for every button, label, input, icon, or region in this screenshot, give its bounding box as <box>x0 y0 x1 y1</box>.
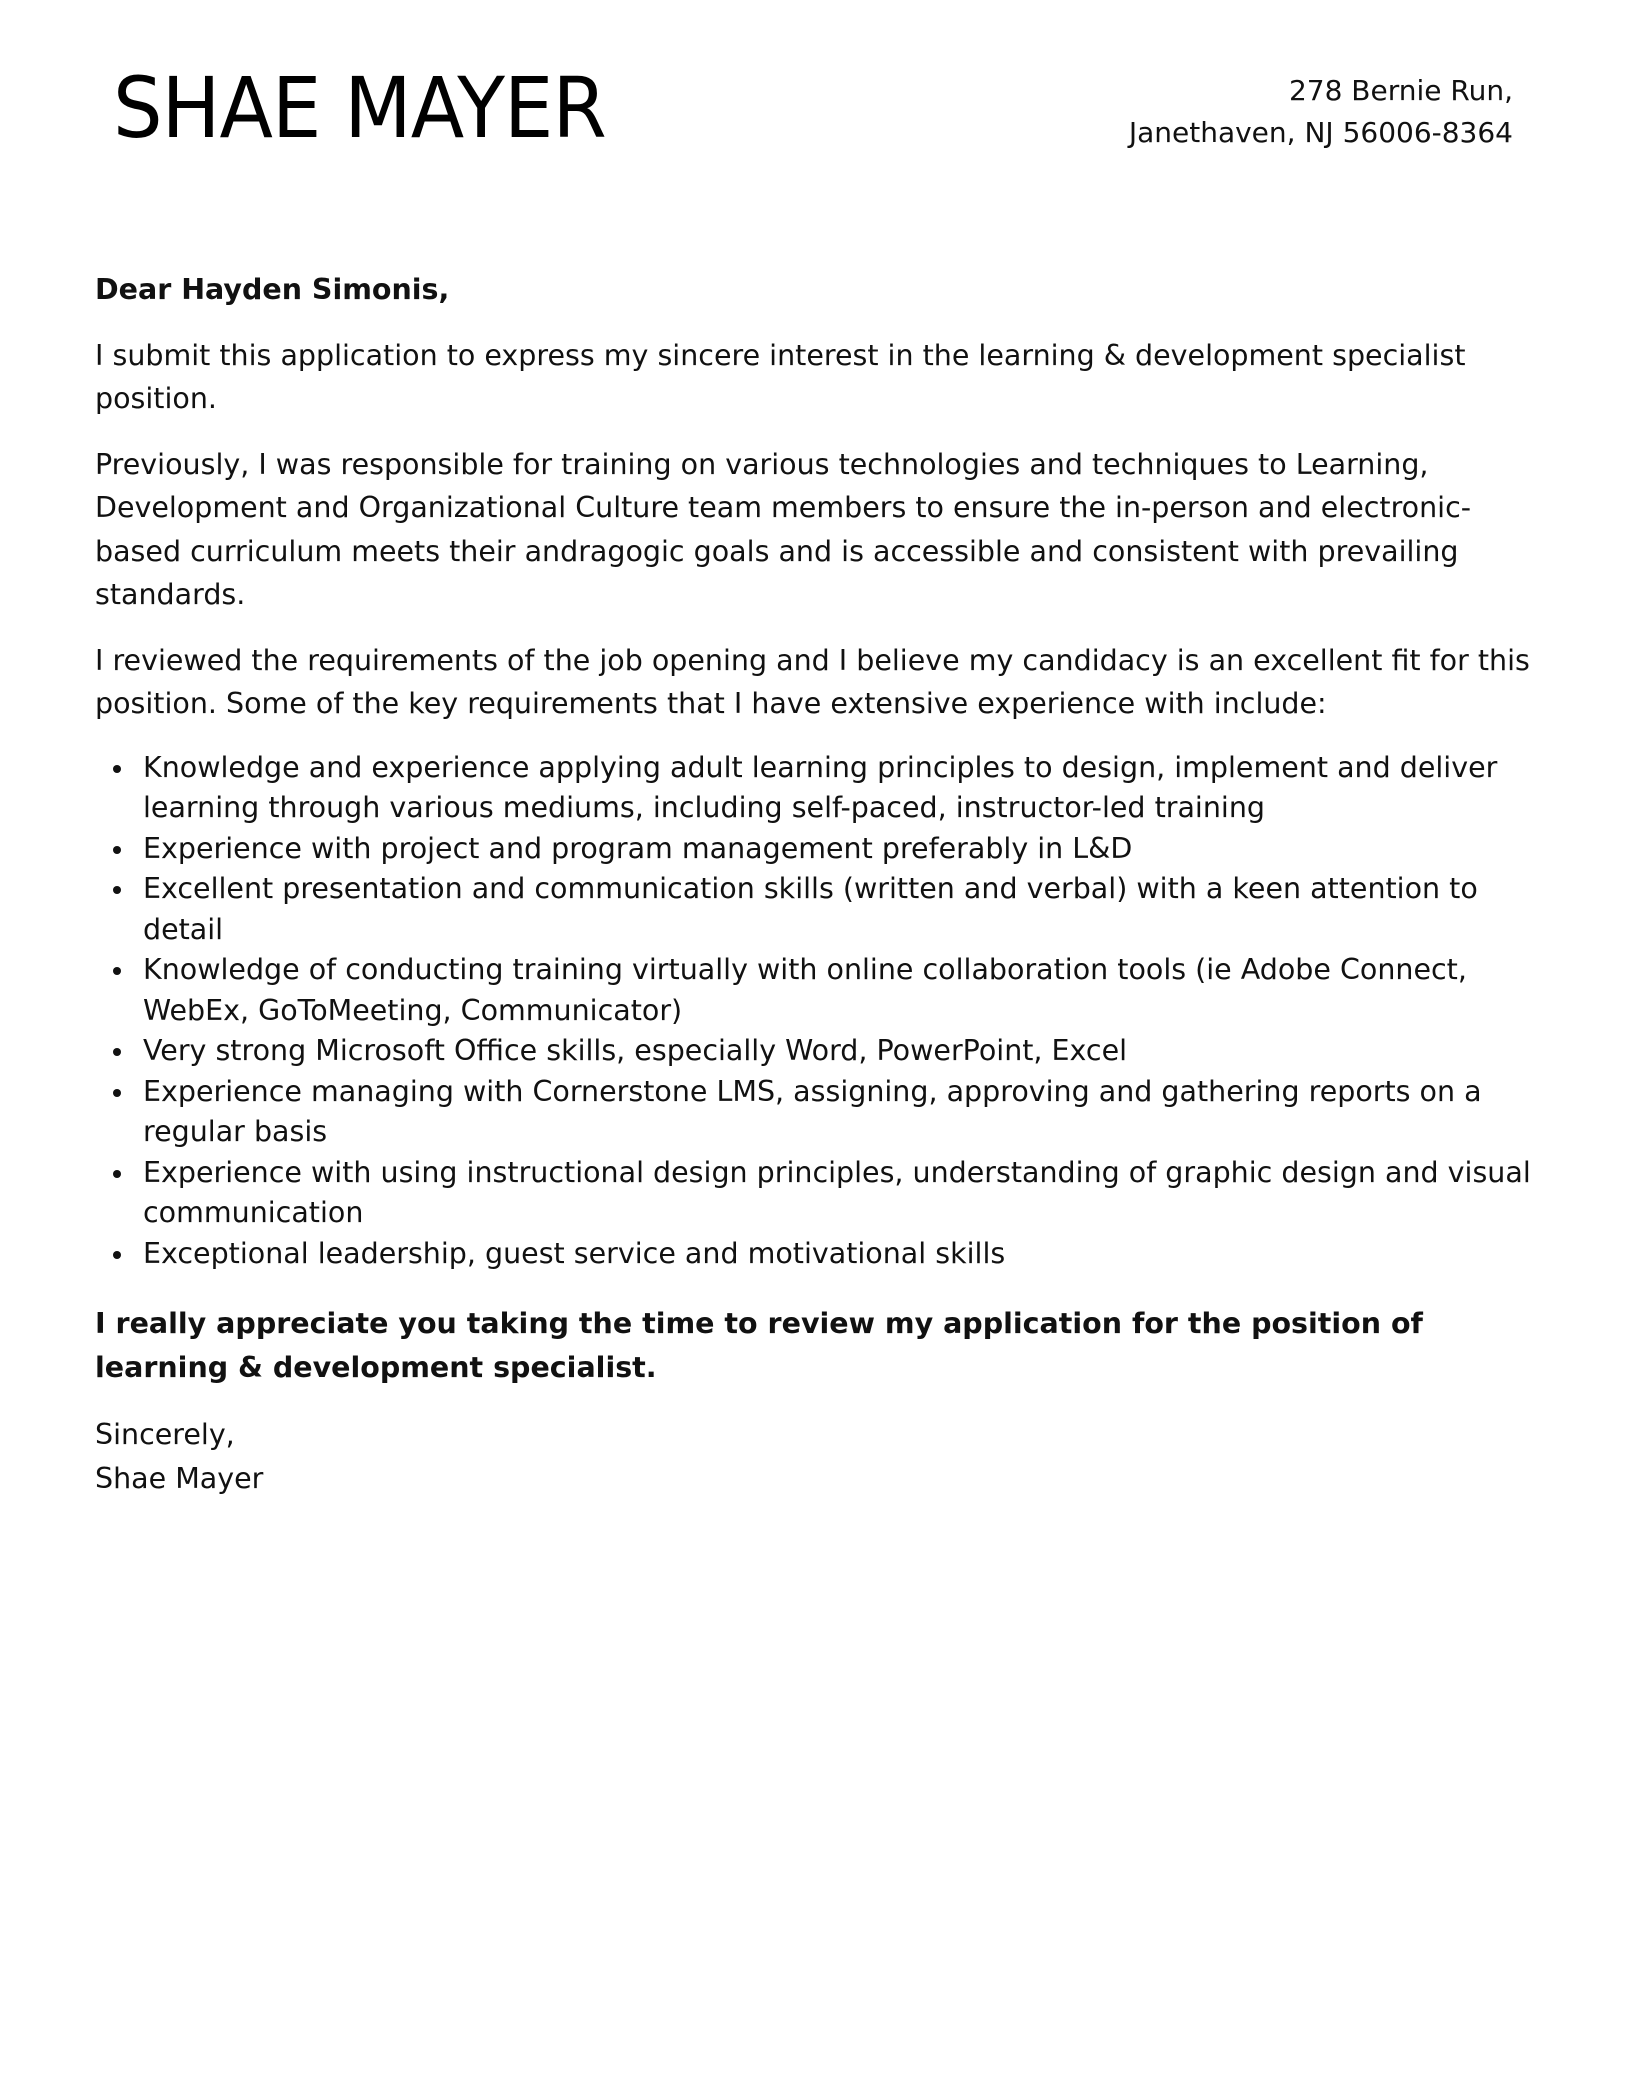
list-item: Knowledge and experience applying adult learning principles to design, implement and deliver learning through various mediums, including self-paced, instructor-led training <box>143 748 1535 829</box>
signoff-block <box>95 1413 1535 1500</box>
list-item: Excellent presentation and communication skills (written and verbal) with a keen attention to detail <box>143 869 1535 950</box>
requirements-list <box>95 748 1535 1275</box>
greeting: Dear Hayden Simonis, <box>95 273 450 306</box>
address-line-1: 278 Bernie Run, <box>1288 74 1513 107</box>
list-item: Very strong Microsoft Office skills, especially Word, PowerPoint, Excel <box>143 1031 1535 1072</box>
list-item: Experience with using instructional design principles, understanding of graphic design and visual communication <box>143 1153 1535 1234</box>
list-item: Knowledge of conducting training virtually with online collaboration tools (ie Adobe Connect, WebEx, GoToMeeting, Communicator) <box>143 950 1535 1031</box>
intro-paragraph: I submit this application to express my sincere interest in the learning & development specialist position. <box>95 338 1466 415</box>
applicant-name: SHAE MAYER <box>113 59 606 157</box>
signoff: Sincerely, <box>95 1418 235 1451</box>
signature-name: Shae Mayer <box>95 1461 264 1495</box>
list-item: Exceptional leadership, guest service and motivational skills <box>143 1234 1535 1275</box>
list-item: Experience with project and program management preferably in L&D <box>143 829 1535 870</box>
letter-body <box>95 268 1535 1500</box>
closing-statement: I really appreciate you taking the time to review my application for the position of learning & development specialist. <box>95 1307 1423 1384</box>
applicant-address <box>1129 70 1513 154</box>
address-line-2: Janethaven, NJ 56006-8364 <box>1128 116 1513 149</box>
list-item: Experience managing with Cornerstone LMS, assigning, approving and gathering reports on a regular basis <box>143 1072 1535 1153</box>
requirements-intro-paragraph: I reviewed the requirements of the job opening and I believe my candidacy is an excellent fit for this position. Some of the key requirements that I have extensive experience with include: <box>95 643 1530 720</box>
experience-paragraph: Previously, I was responsible for training on various technologies and techniques to Learning, Development and Organizational Culture team members to ensure the in-person and electronic-based curriculum meets their andragogic goals and is accessible and consistent with prevailing standards. <box>95 447 1472 611</box>
